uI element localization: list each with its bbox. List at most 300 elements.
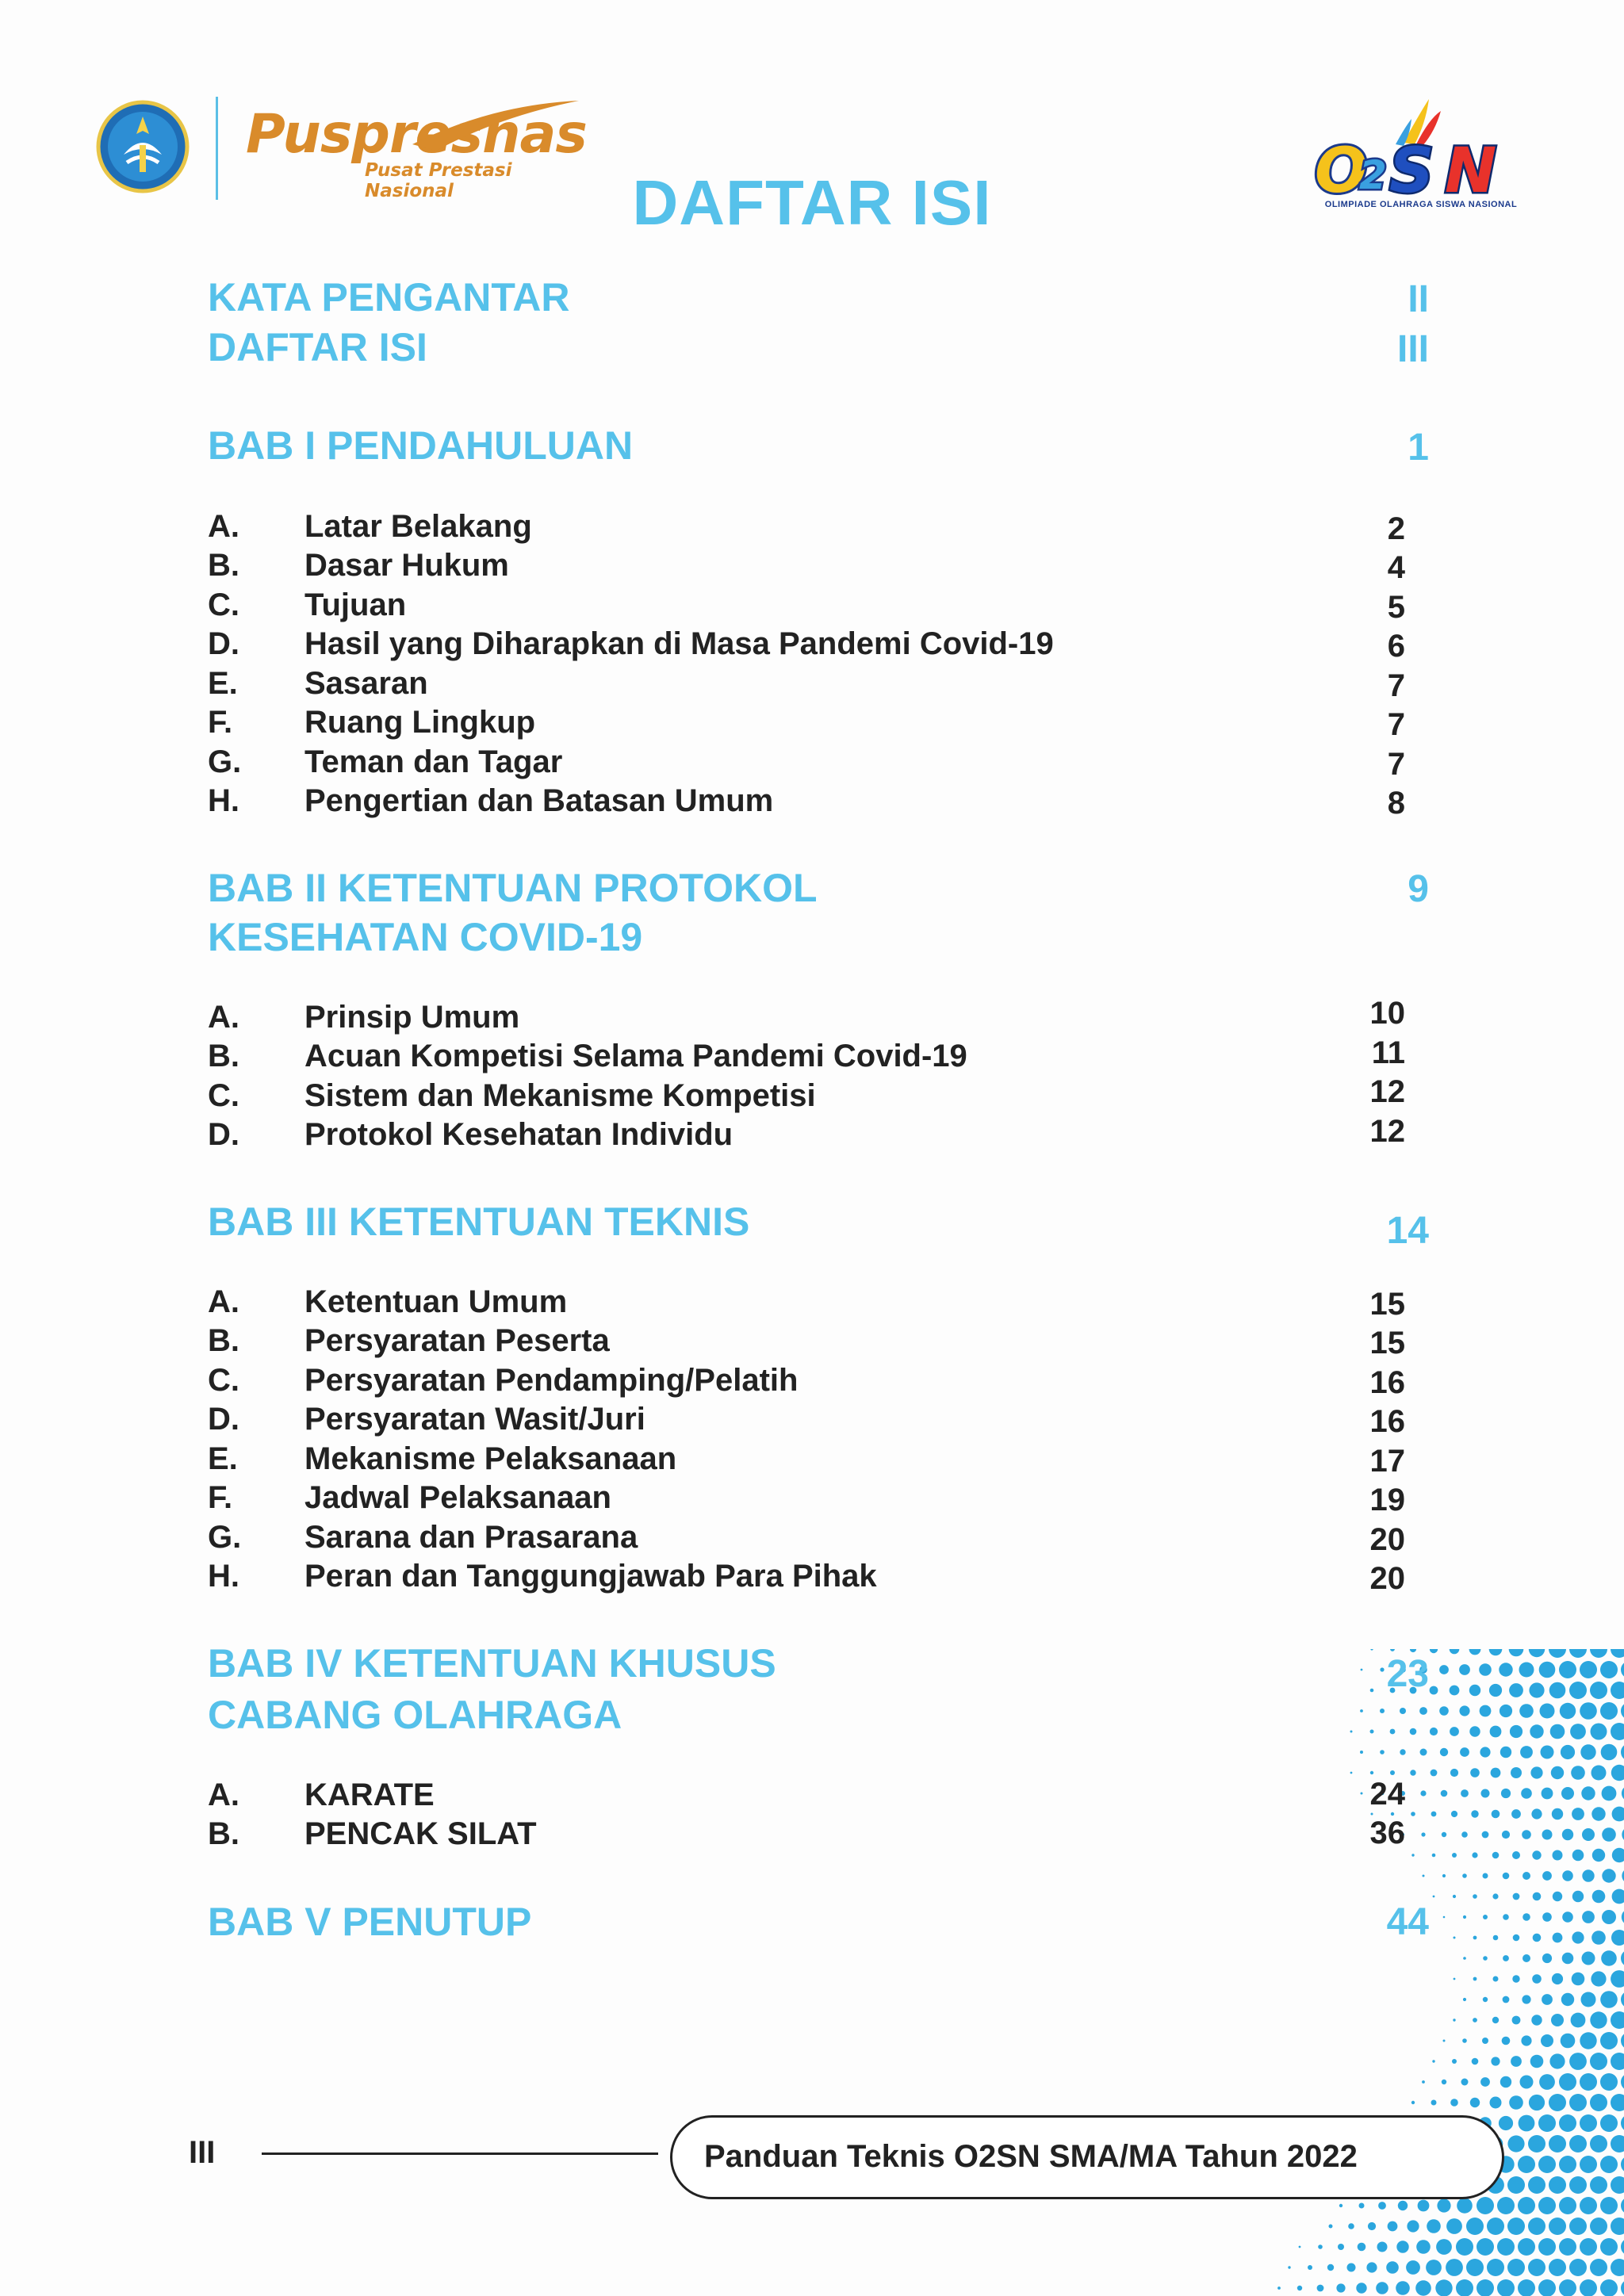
halftone-dot	[1553, 1933, 1563, 1943]
toc-frontmatter-label[interactable]: KATA PENGANTAR	[208, 275, 570, 320]
halftone-dot	[1561, 1745, 1575, 1759]
brand-name: Puspresnas	[246, 103, 587, 166]
toc-chapter-title[interactable]: BAB II KETENTUAN PROTOKOL	[208, 866, 818, 910]
toc-item-letter: C.	[208, 1363, 239, 1398]
toc-item-label[interactable]: Ketentuan Umum	[304, 1284, 568, 1319]
halftone-dot	[1600, 2197, 1618, 2214]
halftone-dot	[1611, 2176, 1624, 2194]
halftone-dot	[1581, 1786, 1595, 1800]
toc-item-label[interactable]: Sarana dan Prasarana	[304, 1520, 638, 1555]
halftone-dot	[1501, 1789, 1511, 1798]
toc-item-label[interactable]: Protokol Kesehatan Individu	[304, 1117, 733, 1152]
halftone-dot	[1549, 2176, 1566, 2194]
halftone-dot	[1427, 2219, 1441, 2233]
toc-item-letter: H.	[208, 783, 239, 818]
toc-item-page: 5	[1387, 590, 1405, 625]
halftone-dot	[1552, 1808, 1563, 1820]
halftone-dot	[1450, 2099, 1458, 2107]
toc-item-page: 36	[1369, 1816, 1405, 1850]
halftone-dot	[1559, 2114, 1576, 2132]
halftone-dot	[1473, 1977, 1477, 1981]
halftone-dot	[1542, 1994, 1553, 2005]
svg-text:S: S	[1389, 136, 1434, 198]
halftone-dot	[1580, 1661, 1597, 1678]
halftone-dot	[1580, 2238, 1597, 2256]
halftone-dot	[1469, 1649, 1481, 1655]
halftone-dot	[1611, 1930, 1624, 1946]
halftone-dot	[1550, 1724, 1565, 1739]
halftone-dot	[1350, 1731, 1353, 1733]
halftone-dot	[1499, 2116, 1513, 2130]
toc-frontmatter-page: II	[1408, 278, 1429, 320]
halftone-dot	[1511, 1809, 1521, 1819]
halftone-dot	[1436, 2239, 1452, 2255]
halftone-dot	[1549, 2259, 1566, 2276]
halftone-dot	[1480, 1747, 1490, 1757]
halftone-dot	[1621, 1661, 1624, 1678]
halftone-dot	[1559, 2238, 1576, 2256]
halftone-dot	[1433, 1896, 1435, 1898]
halftone-dot	[1490, 1726, 1502, 1738]
halftone-dot	[1582, 1952, 1595, 1965]
halftone-dot	[1520, 2076, 1534, 2089]
halftone-dot	[1418, 2200, 1430, 2212]
toc-item-label[interactable]: KARATE	[304, 1777, 435, 1812]
toc-chapter-page: 14	[1386, 1210, 1429, 1252]
halftone-dot	[1454, 1978, 1456, 1980]
halftone-dot	[1569, 2259, 1587, 2276]
halftone-dot	[1569, 2176, 1587, 2194]
halftone-dot	[1529, 2095, 1545, 2110]
toc-item-label[interactable]: Persyaratan Peserta	[304, 1323, 610, 1358]
halftone-dot	[1377, 2242, 1388, 2252]
halftone-dot	[1452, 1853, 1457, 1858]
halftone-dot	[1509, 1649, 1524, 1656]
toc-chapter-title[interactable]: BAB V PENUTUP	[208, 1900, 532, 1944]
halftone-dot	[1569, 2135, 1587, 2152]
halftone-dot	[1511, 2056, 1522, 2067]
halftone-dot	[1492, 2017, 1499, 2023]
halftone-dot	[1571, 1766, 1585, 1780]
halftone-dot	[1538, 2156, 1556, 2173]
toc-item-page: 16	[1369, 1404, 1405, 1439]
toc-item-page: 19	[1369, 1483, 1405, 1517]
toc-item-letter: A.	[208, 1777, 239, 1812]
toc-item-page: 17	[1369, 1444, 1405, 1479]
toc-item-letter: B.	[208, 1039, 239, 1073]
halftone-dot	[1380, 1750, 1385, 1755]
halftone-dot	[1572, 1808, 1584, 1820]
halftone-dot	[1472, 1852, 1477, 1858]
toc-item-letter: D.	[208, 1117, 239, 1152]
halftone-dot	[1511, 1767, 1522, 1778]
halftone-dot	[1435, 2279, 1452, 2296]
halftone-dot	[1483, 1997, 1488, 2002]
halftone-dot	[1450, 1727, 1459, 1736]
halftone-dot	[1521, 1788, 1532, 1799]
halftone-dot	[1528, 2218, 1545, 2235]
halftone-dot	[1473, 1894, 1477, 1899]
halftone-dot	[1472, 2058, 1479, 2065]
halftone-dot	[1580, 2032, 1596, 2049]
halftone-dot	[1451, 1811, 1457, 1817]
halftone-dot	[1621, 2156, 1624, 2173]
halftone-dot	[1602, 1910, 1616, 1924]
halftone-dot	[1469, 1685, 1480, 1696]
halftone-dot	[1522, 1830, 1531, 1839]
halftone-dot	[1492, 1810, 1500, 1819]
halftone-dot	[1542, 1788, 1553, 1800]
halftone-dot	[1510, 1725, 1522, 1738]
toc-item-label[interactable]: Ruang Lingkup	[304, 705, 536, 740]
halftone-dot	[1431, 2100, 1437, 2106]
halftone-dot	[1420, 1749, 1427, 1756]
halftone-dot	[1483, 1956, 1488, 1961]
halftone-dot	[1549, 2135, 1566, 2152]
halftone-dot	[1497, 2197, 1515, 2214]
halftone-dot	[1611, 1723, 1624, 1740]
halftone-dot	[1570, 1724, 1586, 1739]
halftone-dot	[1549, 2218, 1566, 2235]
halftone-dot	[1491, 1768, 1501, 1778]
toc-item-page: 12	[1369, 1074, 1405, 1109]
halftone-dot	[1611, 2135, 1624, 2152]
halftone-dot	[1477, 2197, 1494, 2214]
toc-item-label[interactable]: Persyaratan Wasit/Juri	[304, 1402, 645, 1437]
halftone-dot	[1553, 1850, 1563, 1861]
halftone-dot	[1422, 2080, 1425, 2084]
halftone-dot	[1519, 2115, 1535, 2132]
halftone-dot	[1562, 1911, 1573, 1923]
svg-text:2: 2	[1359, 152, 1387, 198]
halftone-dot	[1439, 1706, 1449, 1716]
halftone-dot	[1611, 1765, 1624, 1781]
halftone-dot	[1520, 1746, 1533, 1758]
halftone-dot	[1339, 2204, 1342, 2207]
halftone-dot	[1370, 1730, 1374, 1734]
toc-chapter-page: 44	[1386, 1901, 1429, 1943]
halftone-dot	[1503, 1955, 1509, 1961]
halftone-dot	[1359, 2203, 1365, 2209]
footer-rule	[262, 2152, 658, 2155]
toc-item-page: 16	[1369, 1365, 1405, 1400]
toc-item-letter: E.	[208, 1441, 238, 1476]
halftone-dot	[1580, 2073, 1597, 2091]
halftone-dot	[1611, 2094, 1624, 2111]
halftone-dot	[1530, 1766, 1542, 1778]
toc-item-label[interactable]: Sistem dan Mekanisme Kompetisi	[304, 1078, 816, 1113]
halftone-dot	[1539, 1662, 1556, 1678]
halftone-dot	[1513, 1934, 1520, 1942]
halftone-dot	[1591, 1807, 1605, 1820]
halftone-dot	[1590, 2176, 1607, 2194]
halftone-dot	[1440, 1748, 1448, 1756]
halftone-dot	[1450, 1649, 1460, 1654]
halftone-dot	[1509, 2095, 1523, 2110]
halftone-dot	[1489, 1684, 1502, 1697]
halftone-dot	[1602, 1869, 1615, 1882]
halftone-dot	[1621, 1950, 1624, 1967]
halftone-dot	[1443, 2040, 1446, 2042]
halftone-dot	[1590, 2094, 1607, 2111]
halftone-dot	[1466, 2259, 1484, 2276]
svg-text:N: N	[1445, 136, 1497, 198]
halftone-dot	[1308, 2265, 1312, 2270]
halftone-dot	[1360, 1709, 1363, 1712]
halftone-dot	[1518, 2238, 1535, 2256]
halftone-dot	[1592, 1890, 1606, 1904]
halftone-dot	[1453, 1895, 1456, 1898]
halftone-dot	[1473, 1936, 1477, 1940]
halftone-dot	[1559, 2073, 1576, 2091]
halftone-dot	[1572, 1973, 1585, 1986]
halftone-dot	[1411, 1812, 1415, 1816]
halftone-dot	[1452, 2059, 1457, 2064]
toc-chapter-title-line2[interactable]: CABANG OLAHRAGA	[208, 1693, 622, 1737]
toc-item-letter: B.	[208, 548, 239, 583]
halftone-dot	[1602, 1786, 1617, 1801]
halftone-dot	[1601, 1744, 1618, 1761]
halftone-dot	[1441, 1790, 1448, 1797]
halftone-dot	[1277, 2286, 1281, 2290]
halftone-dot	[1490, 2097, 1502, 2109]
toc-item-page: 24	[1369, 1777, 1405, 1812]
halftone-dot	[1502, 1831, 1510, 1839]
toc-item-page: 7	[1387, 707, 1405, 742]
halftone-dot	[1502, 2037, 1511, 2045]
halftone-dot	[1430, 1686, 1438, 1695]
halftone-dot	[1396, 2281, 1410, 2295]
halftone-dot	[1460, 1747, 1469, 1757]
toc-item-label[interactable]: Tujuan	[304, 587, 407, 622]
halftone-dot	[1590, 1649, 1607, 1658]
halftone-dot	[1569, 1649, 1587, 1658]
toc-chapter-title-line2[interactable]: KESEHATAN COVID-19	[208, 915, 643, 959]
toc-item-label[interactable]: Mekanisme Pelaksanaan	[304, 1441, 677, 1476]
halftone-dot	[1518, 2279, 1535, 2296]
halftone-dot	[1410, 1728, 1417, 1735]
halftone-dot	[1591, 1931, 1606, 1945]
toc-item-label[interactable]: Sasaran	[304, 666, 428, 701]
halftone-dot	[1431, 1770, 1438, 1777]
halftone-dot	[1411, 2101, 1415, 2104]
halftone-dot	[1621, 2197, 1624, 2214]
halftone-dot	[1552, 1973, 1563, 1984]
halftone-dot	[1386, 2261, 1399, 2274]
halftone-dot	[1407, 2220, 1419, 2232]
toc-item-page: 11	[1371, 1035, 1405, 1070]
halftone-dot	[1572, 1931, 1584, 1943]
toc-item-label[interactable]: Pengertian dan Batasan Umum	[304, 783, 774, 818]
halftone-dot	[1560, 1703, 1576, 1719]
toc-item-label[interactable]: PENCAK SILAT	[304, 1816, 537, 1851]
halftone-dot	[1538, 2279, 1556, 2296]
halftone-dot	[1521, 2035, 1531, 2045]
toc-item-label[interactable]: Latar Belakang	[304, 509, 532, 544]
halftone-dot	[1411, 1854, 1414, 1856]
toc-item-label[interactable]: Peran dan Tanggungjawab Para Pihak	[304, 1559, 877, 1594]
halftone-dot	[1512, 1851, 1520, 1859]
halftone-dot	[1350, 1772, 1353, 1774]
halftone-dot	[1471, 1810, 1478, 1817]
halftone-dot	[1569, 2218, 1587, 2235]
halftone-dot	[1542, 1871, 1552, 1881]
halftone-dot	[1461, 1831, 1468, 1838]
halftone-dot	[1542, 1954, 1552, 1963]
halftone-dot	[1487, 2218, 1504, 2235]
halftone-dot	[1336, 2283, 1345, 2292]
halftone-dot	[1406, 2260, 1420, 2275]
halftone-dot	[1559, 2197, 1576, 2214]
halftone-dot	[1483, 1873, 1488, 1879]
halftone-dot	[1591, 1724, 1607, 1740]
halftone-dot	[1430, 1728, 1438, 1735]
halftone-dot	[1477, 2279, 1494, 2296]
halftone-dot	[1528, 2135, 1545, 2152]
halftone-dot	[1503, 1914, 1509, 1920]
toc-item-page: 7	[1387, 747, 1405, 782]
halftone-dot	[1572, 1891, 1584, 1902]
halftone-dot	[1580, 1702, 1597, 1720]
halftone-dot	[1590, 2218, 1607, 2235]
halftone-dot	[1600, 1661, 1618, 1678]
footer-document-title: Panduan Teknis O2SN SMA/MA Tahun 2022	[704, 2139, 1358, 2174]
halftone-dot	[1477, 2238, 1494, 2256]
halftone-dot	[1442, 1832, 1446, 1837]
halftone-dot	[1540, 1704, 1555, 1719]
toc-chapter-page: 1	[1408, 427, 1429, 469]
halftone-dot	[1621, 2073, 1624, 2091]
toc-item-page: 12	[1369, 1114, 1405, 1149]
halftone-dot	[1432, 2060, 1434, 2062]
toc-item-letter: H.	[208, 1559, 239, 1594]
toc-item-letter: G.	[208, 744, 242, 779]
halftone-dot	[1390, 1770, 1395, 1775]
halftone-dot	[1463, 1915, 1466, 1919]
halftone-dot	[1442, 2080, 1446, 2084]
toc-chapter-title[interactable]: BAB III KETENTUAN TEKNIS	[208, 1200, 750, 1244]
toc-item-label[interactable]: Persyaratan Pendamping/Pelatih	[304, 1363, 799, 1398]
halftone-dot	[1531, 1808, 1542, 1819]
toc-item-label[interactable]: Prinsip Umum	[304, 1000, 520, 1035]
halftone-dot	[1621, 2114, 1624, 2132]
halftone-dot	[1299, 2246, 1301, 2248]
halftone-dot	[1446, 2259, 1463, 2276]
halftone-dot	[1482, 1831, 1489, 1839]
halftone-dot	[1469, 1726, 1480, 1736]
halftone-dot	[1533, 1892, 1542, 1901]
halftone-dot	[1611, 1649, 1624, 1658]
toc-chapter-title[interactable]: BAB IV KETENTUAN KHUSUS	[208, 1641, 776, 1686]
toc-item-label[interactable]: Teman dan Tagar	[304, 744, 563, 779]
halftone-dot	[1376, 2282, 1388, 2294]
halftone-dot	[1430, 1649, 1438, 1653]
halftone-dot	[1454, 1937, 1456, 1939]
toc-item-letter: G.	[208, 1520, 242, 1555]
halftone-dot	[1600, 1991, 1618, 2008]
halftone-dot	[1482, 2038, 1488, 2044]
halftone-dot	[1360, 1751, 1363, 1754]
halftone-dot	[1600, 2279, 1618, 2296]
halftone-dot	[1398, 2201, 1408, 2210]
halftone-dot	[1559, 1661, 1576, 1678]
toc-item-label[interactable]: Hasil yang Diharapkan di Masa Pandemi Covid-19	[304, 626, 1054, 661]
halftone-dot	[1600, 2238, 1618, 2256]
halftone-dot	[1503, 1996, 1510, 2003]
halftone-dot	[1590, 2135, 1607, 2152]
halftone-dot	[1582, 1869, 1594, 1881]
halftone-dot	[1420, 1790, 1426, 1796]
halftone-dot	[1549, 1682, 1566, 1699]
halftone-dot	[1602, 1827, 1616, 1842]
toc-chapter-title[interactable]: BAB I PENDAHULUAN	[208, 423, 634, 468]
halftone-dot	[1497, 2238, 1515, 2256]
halftone-dot	[1400, 1708, 1406, 1714]
halftone-dot	[1600, 1702, 1618, 1720]
toc-item-page: 7	[1387, 668, 1405, 703]
halftone-dot	[1541, 2034, 1553, 2047]
halftone-dot	[1470, 1768, 1480, 1777]
halftone-dot	[1538, 2197, 1556, 2214]
halftone-dot	[1327, 2264, 1334, 2271]
toc-item-label[interactable]: Acuan Kompetisi Selama Pandemi Covid-19	[304, 1039, 967, 1073]
halftone-dot	[1553, 1892, 1562, 1901]
halftone-dot	[1297, 2286, 1302, 2290]
halftone-dot	[1421, 1832, 1425, 1836]
halftone-dot	[1591, 1971, 1606, 1986]
halftone-dot	[1542, 1912, 1552, 1922]
halftone-dot	[1459, 1664, 1470, 1675]
toc-item-label[interactable]: Dasar Hukum	[304, 548, 509, 583]
halftone-dot	[1592, 1849, 1605, 1862]
svg-text:O: O	[1315, 136, 1368, 198]
halftone-dot	[1580, 2279, 1597, 2296]
halftone-dot	[1621, 2032, 1624, 2049]
halftone-dot	[1569, 1682, 1587, 1699]
halftone-dot	[1562, 1953, 1574, 1965]
halftone-dot	[1530, 1724, 1543, 1738]
halftone-dot	[1466, 2218, 1484, 2235]
halftone-dot	[1415, 2280, 1431, 2296]
halftone-dot	[1390, 1649, 1395, 1651]
halftone-dot	[1366, 2262, 1377, 2272]
halftone-dot	[1368, 2222, 1376, 2230]
toc-item-page: 6	[1387, 629, 1405, 664]
halftone-dot	[1611, 2053, 1624, 2070]
halftone-dot	[1538, 2238, 1556, 2256]
halftone-dot	[1591, 1766, 1607, 1781]
halftone-dot	[1571, 2013, 1586, 2028]
halftone-dot	[1621, 2279, 1624, 2296]
halftone-dot	[1470, 2098, 1480, 2107]
halftone-dot	[1580, 2114, 1597, 2132]
halftone-dot	[1378, 2202, 1386, 2210]
halftone-dot	[1580, 2156, 1597, 2173]
halftone-dot	[1512, 1975, 1519, 1982]
halftone-dot	[1499, 1663, 1512, 1676]
brand-tagline: Pusat Prestasi Nasional	[365, 160, 512, 201]
toc-frontmatter-label[interactable]: DAFTAR ISI	[208, 325, 427, 369]
halftone-dot	[1601, 1950, 1617, 1966]
halftone-dot	[1519, 1663, 1534, 1678]
halftone-dot	[1539, 2074, 1555, 2090]
halftone-dot	[1611, 1682, 1624, 1699]
halftone-dot	[1463, 1957, 1466, 1960]
toc-item-label[interactable]: Jadwal Pelaksanaan	[304, 1480, 611, 1515]
halftone-dot	[1621, 1991, 1624, 2008]
halftone-dot	[1356, 2283, 1366, 2293]
halftone-dot	[1528, 2176, 1545, 2194]
